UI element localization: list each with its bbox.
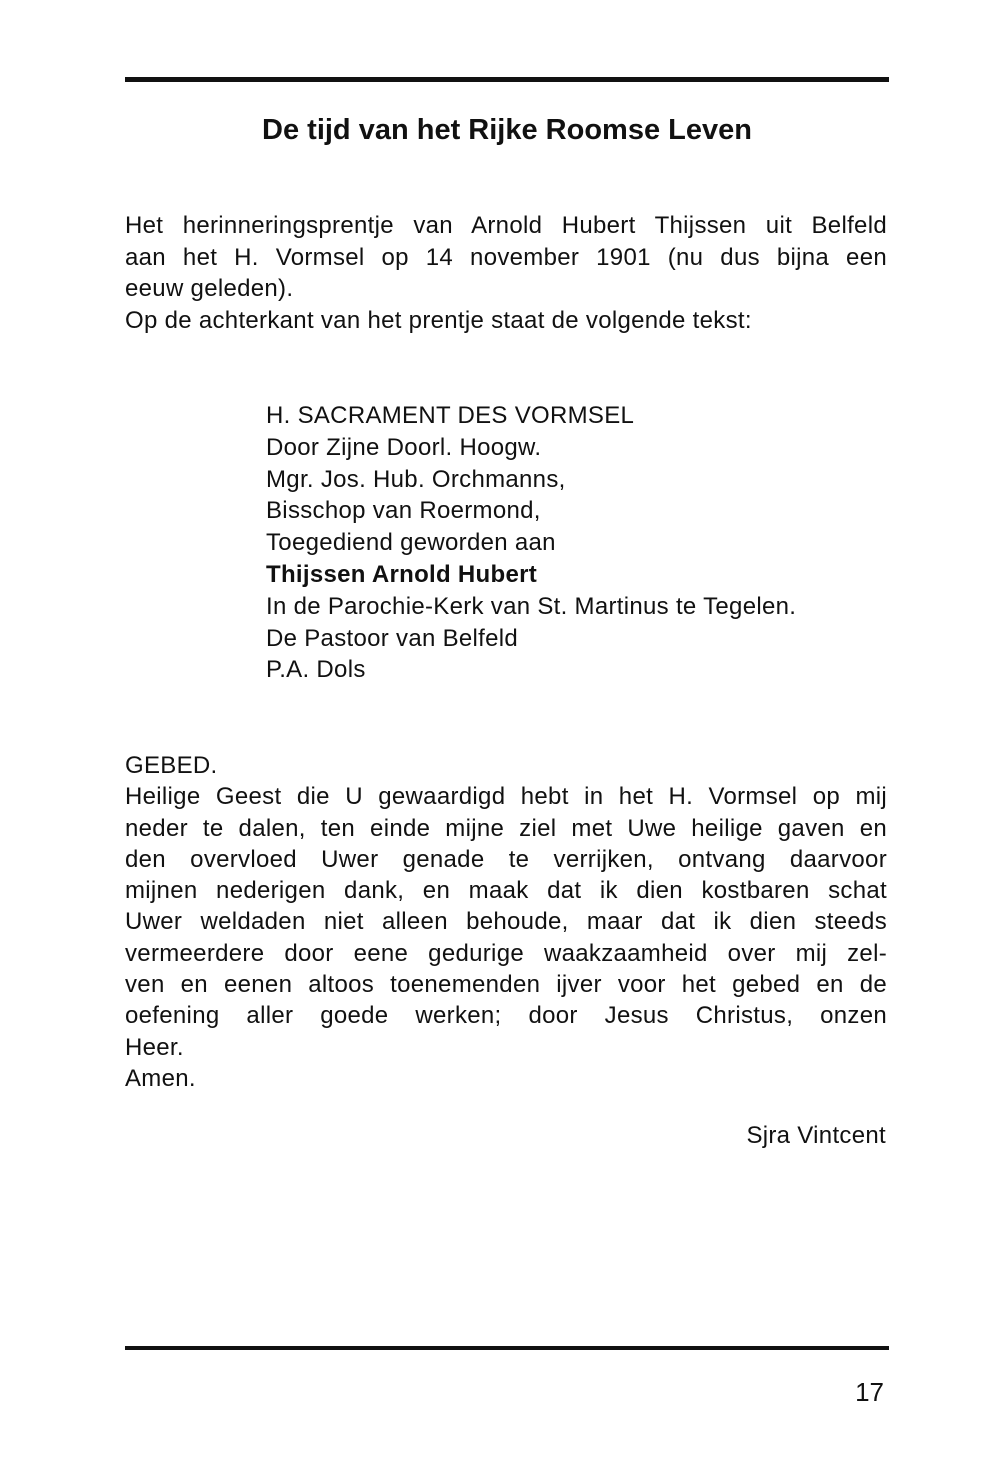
author-signature: Sjra Vintcent bbox=[746, 1122, 886, 1149]
intro-line: Het herinneringsprentje van Arnold Hubert Thijssen uit Belfeld bbox=[125, 212, 887, 239]
prayer-line: Uwer weldaden niet alleen behoude, maar dat ik dien steeds bbox=[125, 908, 887, 936]
card-line: De Pastoor van Belfeld bbox=[266, 624, 519, 652]
prayer-line: mijnen nederigen dank, en maak dat ik dien kostbaren schat bbox=[125, 877, 887, 905]
intro-line: Op de achterkant van het prentje staat de volgende tekst: bbox=[125, 306, 752, 334]
page-title: De tijd van het Rijke Roomse Leven bbox=[262, 114, 752, 146]
card-line: P.A. Dols bbox=[266, 656, 366, 684]
card-line: Bisschop van Roermond, bbox=[266, 497, 541, 525]
prayer-line: Heer. bbox=[125, 1033, 184, 1061]
card-line: In de Parochie-Kerk van St. Martinus te Tegelen. bbox=[266, 592, 797, 620]
card-text bbox=[266, 400, 796, 686]
page-number: 17 bbox=[855, 1377, 884, 1407]
card-line: H. SACRAMENT DES VORMSEL bbox=[266, 402, 635, 429]
prayer-closing: Amen. bbox=[125, 1064, 196, 1092]
card-line: Door Zijne Doorl. Hoogw. bbox=[266, 433, 542, 461]
prayer-line: neder te dalen, ten einde mijne ziel met Uwe heilige gaven en bbox=[125, 814, 887, 842]
prayer-line: ven en eenen altoos toenemenden ijver voor het gebed en de bbox=[125, 971, 887, 999]
top-rule bbox=[125, 77, 889, 82]
intro-line: aan het H. Vormsel op 14 november 1901 (nu dus bijna een bbox=[125, 243, 887, 271]
prayer-line: den overvloed Uwer genade te verrijken, ontvang daarvoor bbox=[125, 845, 887, 873]
card-line: Mgr. Jos. Hub. Orchmanns, bbox=[266, 465, 566, 493]
bottom-rule bbox=[125, 1346, 889, 1350]
card-line: Toegediend geworden aan bbox=[266, 529, 556, 557]
intro-paragraph bbox=[125, 210, 887, 336]
prayer-section bbox=[125, 750, 887, 1094]
prayer-line: oefening aller goede werken; door Jesus Christus, onzen bbox=[125, 1002, 887, 1030]
prayer-line: Heilige Geest die U gewaardigd hebt in het H. Vormsel op mij bbox=[125, 783, 887, 811]
prayer-heading: GEBED. bbox=[125, 752, 218, 779]
card-recipient-name: Thijssen Arnold Hubert bbox=[266, 560, 538, 588]
prayer-line: vermeerdere door eene gedurige waakzaamheid over mij zel- bbox=[125, 939, 887, 967]
intro-line: eeuw geleden). bbox=[125, 275, 294, 302]
